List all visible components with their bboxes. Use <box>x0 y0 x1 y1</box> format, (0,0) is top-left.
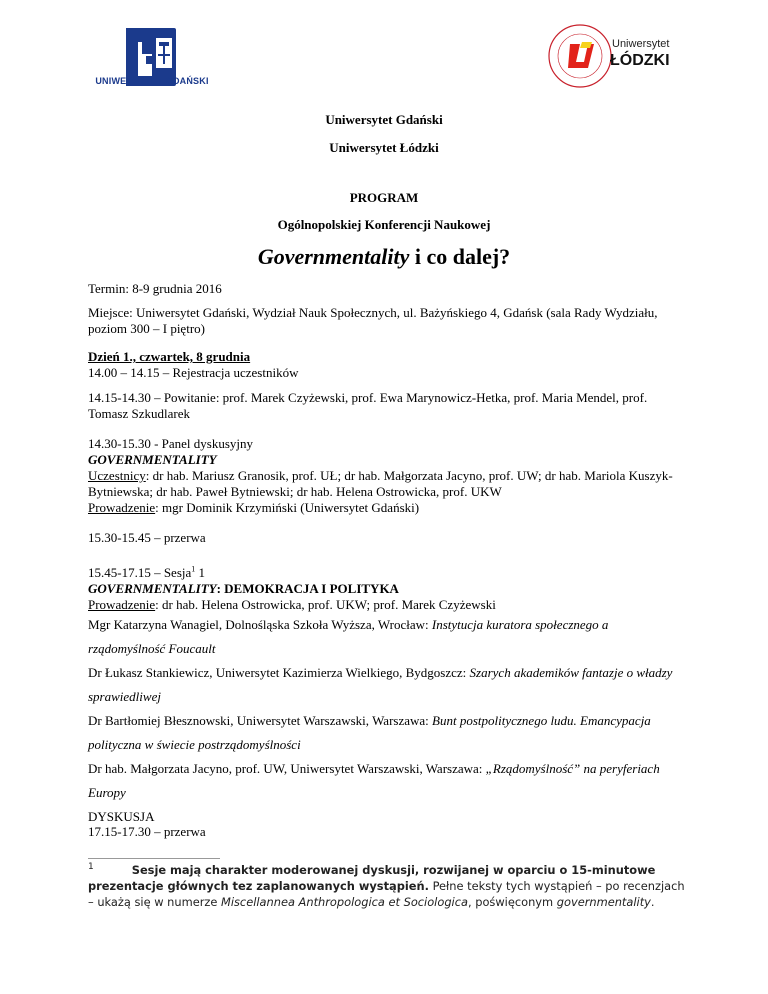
session1-section <box>88 565 688 613</box>
talk-speaker: Dr hab. Małgorzata Jacyno, prof. UW, Uniwersytet Warszawski, Warszawa: <box>88 761 486 776</box>
session1-title <box>88 581 688 597</box>
ul-logo-text-large: ŁÓDZKI <box>610 52 670 69</box>
footnote-ref: 1 <box>191 564 196 574</box>
break2: 17.15-17.30 – przerwa <box>88 824 206 839</box>
talk-item <box>88 613 688 661</box>
talk-title: Bunt postpolitycznego ludu. Emancypacja polityczna w świecie postrządomyślności <box>88 713 651 752</box>
ul-logo-icon <box>546 22 614 90</box>
registration-item: 14.00 – 14.15 – Rejestracja uczestników <box>88 365 299 380</box>
program-heading: PROGRAM <box>349 190 419 205</box>
venue-info: Miejsce: Uniwersytet Gdański, Wydział Nauk Społecznych, ul. Bażyńskiego 4, Gdańsk (sala Rady Wydziału, poziom 300 – I piętro) <box>88 305 658 336</box>
footnote-governmentality: governmentality <box>556 895 651 909</box>
ug-logo-text: UNIWERSYTET GDAŃSKI <box>95 76 209 86</box>
panel-host-name: : mgr Dominik Krzymiński (Uniwersytet Gdański) <box>155 500 420 515</box>
session1-time-prefix: 15.45-17.15 – Sesja <box>88 565 192 580</box>
footnote <box>88 862 688 910</box>
panel-host <box>88 500 688 516</box>
footnote-mark: 1 <box>88 862 94 873</box>
footnote-text1: Pełne teksty tych wystąpień – po recenzjach – ukażą się w numerze <box>88 879 685 909</box>
discussion: DYSKUSJA <box>88 809 155 824</box>
day1-section <box>88 349 688 381</box>
panel-section <box>88 436 688 516</box>
footnote-bold: Sesje mają charakter moderowanej dyskusji, rozwijanej w oparciu o 15-minutowe prezentacje głównych tez zaplanowanych wystąpień. <box>88 863 656 893</box>
session1-title-italic: GOVERNMENTALITY <box>88 581 217 596</box>
session1-host-name: : dr hab. Helena Ostrowicka, prof. UKW; prof. Marek Czyżewski <box>155 597 496 612</box>
talk-title: Instytucja kuratora społecznego a rządomyślność Foucault <box>88 617 609 656</box>
university-gdansk: Uniwersytet Gdański <box>325 112 443 127</box>
university-lodz: Uniwersytet Łódzki <box>329 140 439 155</box>
ul-logo-text-small: Uniwersytet <box>612 38 670 50</box>
talk-title: „Rządomyślność” na peryferiach Europy <box>88 761 660 800</box>
talk-title: Szarych akademików fantazje o władzy sprawiedliwej <box>88 665 673 704</box>
session1-time <box>88 565 688 581</box>
session1-title-rest: : DEMOKRACJA I POLITYKA <box>216 581 399 596</box>
footnote-text2: , poświęconym <box>467 895 557 909</box>
session1-number: 1 <box>195 565 206 580</box>
conference-title-italic: Governmentality <box>257 244 410 269</box>
talk-speaker: Dr Łukasz Stankiewicz, Uniwersytet Kazimierza Wielkiego, Bydgoszcz: <box>88 665 470 680</box>
footnote-divider <box>88 858 220 859</box>
day1-heading: Dzień 1., czwartek, 8 grudnia <box>88 349 251 364</box>
footnote-text3: . <box>650 895 655 909</box>
talk-item <box>88 757 688 805</box>
break1: 15.30-15.45 – przerwa <box>88 530 206 545</box>
talk-item <box>88 709 688 757</box>
talk-speaker: Mgr Katarzyna Wanagiel, Dolnośląska Szkoła Wyższa, Wrocław: <box>88 617 432 632</box>
welcome-item: 14.15-14.30 – Powitanie: prof. Marek Czyżewski, prof. Ewa Marynowicz-Hetka, prof. Maria Mendel, prof. Tomasz Szkudlarek <box>88 390 648 421</box>
panel-name: GOVERNMENTALITY <box>88 452 217 467</box>
session1-host <box>88 597 688 613</box>
footnote-journal: Miscellannea Anthropologica et Sociologica <box>221 895 468 909</box>
participants-list: : dr hab. Mariusz Granosik, prof. UŁ; dr hab. Małgorzata Jacyno, prof. UW; dr hab. Mariola Kuszyk-Bytniewska; dr hab. Paweł Bytniewski; dr hab. Helena Ostrowicka, prof. UKW <box>88 468 673 499</box>
talk-item <box>88 661 688 709</box>
panel-time: 14.30-15.30 - Panel dyskusyjny <box>88 436 254 451</box>
date-info: Termin: 8-9 grudnia 2016 <box>88 281 222 296</box>
session1-host-label: Prowadzenie <box>88 597 156 612</box>
panel-host-label: Prowadzenie <box>88 500 156 515</box>
panel-participants <box>88 468 688 500</box>
conference-title-rest: i co dalej? <box>409 244 511 269</box>
conference-subtitle: Ogólnopolskiej Konferencji Naukowej <box>277 217 491 232</box>
talk-speaker: Dr Bartłomiej Błesznowski, Uniwersytet Warszawski, Warszawa: <box>88 713 433 728</box>
talks-list <box>88 613 688 829</box>
conference-title <box>0 244 768 270</box>
participants-label: Uczestnicy <box>88 468 146 483</box>
